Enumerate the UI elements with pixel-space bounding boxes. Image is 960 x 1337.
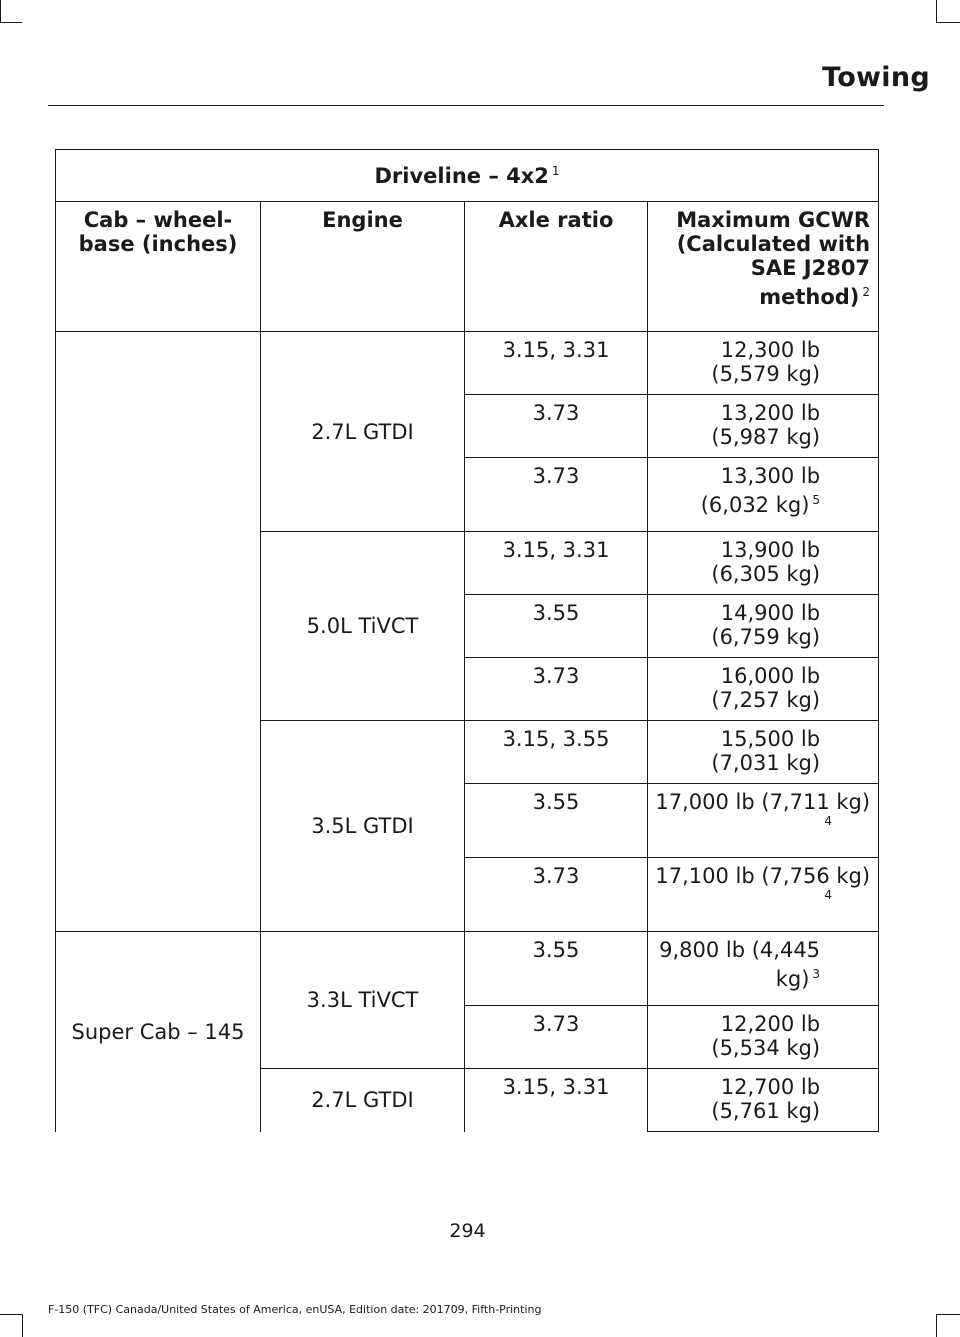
crop-mark	[22, 1314, 23, 1337]
axle-cell: 3.55	[465, 595, 648, 658]
gcwr-cell: 13,900 lb (6,305 kg)	[648, 532, 879, 595]
engine-cell: 3.3L TiVCT	[261, 932, 465, 1069]
gcwr-row-footnote: 4	[824, 888, 833, 902]
gcwr-cell: 12,700 lb (5,761 kg)	[648, 1069, 879, 1132]
crop-mark	[936, 0, 937, 22]
engine-cell: 3.5L GTDI	[261, 721, 465, 932]
axle-cell: 3.73	[465, 658, 648, 721]
gcwr-cell	[648, 458, 879, 532]
engine-cell: 2.7L GTDI	[261, 332, 465, 532]
caption-footnote: 1	[551, 163, 560, 178]
axle-cell: 3.73	[465, 858, 648, 932]
gcwr-row-footnote: 3	[812, 967, 821, 981]
axle-cell: 3.55	[465, 784, 648, 858]
crop-mark	[936, 1314, 960, 1315]
cab-cell	[56, 332, 261, 932]
crop-mark	[0, 1314, 22, 1315]
axle-cell: 3.73	[465, 458, 648, 532]
cab-cell: Super Cab – 145	[56, 932, 261, 1132]
crop-mark	[936, 22, 960, 23]
header-divider	[48, 105, 884, 106]
gcwr-row-footnote: 4	[824, 814, 833, 828]
gcwr-cell: 12,200 lb (5,534 kg)	[648, 1006, 879, 1069]
gcwr-value: 17,100 lb (7,756 kg)	[655, 864, 871, 888]
axle-cell: 3.15, 3.31	[465, 532, 648, 595]
engine-cell: 5.0L TiVCT	[261, 532, 465, 721]
column-header-engine: Engine	[261, 202, 465, 332]
column-header-axle: Axle ratio	[465, 202, 648, 332]
gcwr-cell	[648, 784, 879, 858]
axle-cell: 3.73	[465, 1006, 648, 1069]
axle-cell: 3.15, 3.31	[465, 1069, 648, 1132]
gcwr-value: 13,300 lb (6,032 kg)	[700, 464, 821, 517]
crop-mark	[0, 22, 22, 23]
table-row	[56, 332, 879, 395]
gcwr-cell: 13,200 lb (5,987 kg)	[648, 395, 879, 458]
page-number: 294	[449, 1220, 486, 1242]
gcwr-value: 17,000 lb (7,711 kg)	[655, 790, 871, 814]
gcwr-footnote: 2	[862, 285, 871, 299]
towing-table	[55, 149, 879, 1132]
table-caption	[56, 150, 879, 202]
axle-cell: 3.73	[465, 395, 648, 458]
crop-mark	[936, 1314, 937, 1337]
column-header-cab: Cab – wheel-base (inches)	[56, 202, 261, 332]
table-row	[56, 932, 879, 1006]
gcwr-cell: 15,500 lb (7,031 kg)	[648, 721, 879, 784]
gcwr-value: 9,800 lb (4,445 kg)	[659, 938, 821, 991]
gcwr-cell	[648, 932, 879, 1006]
gcwr-cell: 14,900 lb (6,759 kg)	[648, 595, 879, 658]
crop-mark	[0, 0, 1, 22]
gcwr-header-text: Maximum GCWR (Calculated with SAE J2807 method)	[676, 208, 871, 309]
gcwr-cell: 16,000 lb (7,257 kg)	[648, 658, 879, 721]
axle-cell: 3.15, 3.55	[465, 721, 648, 784]
gcwr-row-footnote: 5	[812, 493, 821, 507]
gcwr-cell	[648, 858, 879, 932]
footer-edition: F-150 (TFC) Canada/United States of America, enUSA, Edition date: 201709, Fifth-Printing	[48, 1303, 542, 1316]
page-title: Towing	[822, 62, 930, 93]
axle-cell: 3.15, 3.31	[465, 332, 648, 395]
axle-cell: 3.55	[465, 932, 648, 1006]
gcwr-cell: 12,300 lb (5,579 kg)	[648, 332, 879, 395]
caption-text: Driveline – 4x2	[374, 163, 549, 188]
column-header-gcwr	[648, 202, 879, 332]
engine-cell: 2.7L GTDI	[261, 1069, 465, 1132]
